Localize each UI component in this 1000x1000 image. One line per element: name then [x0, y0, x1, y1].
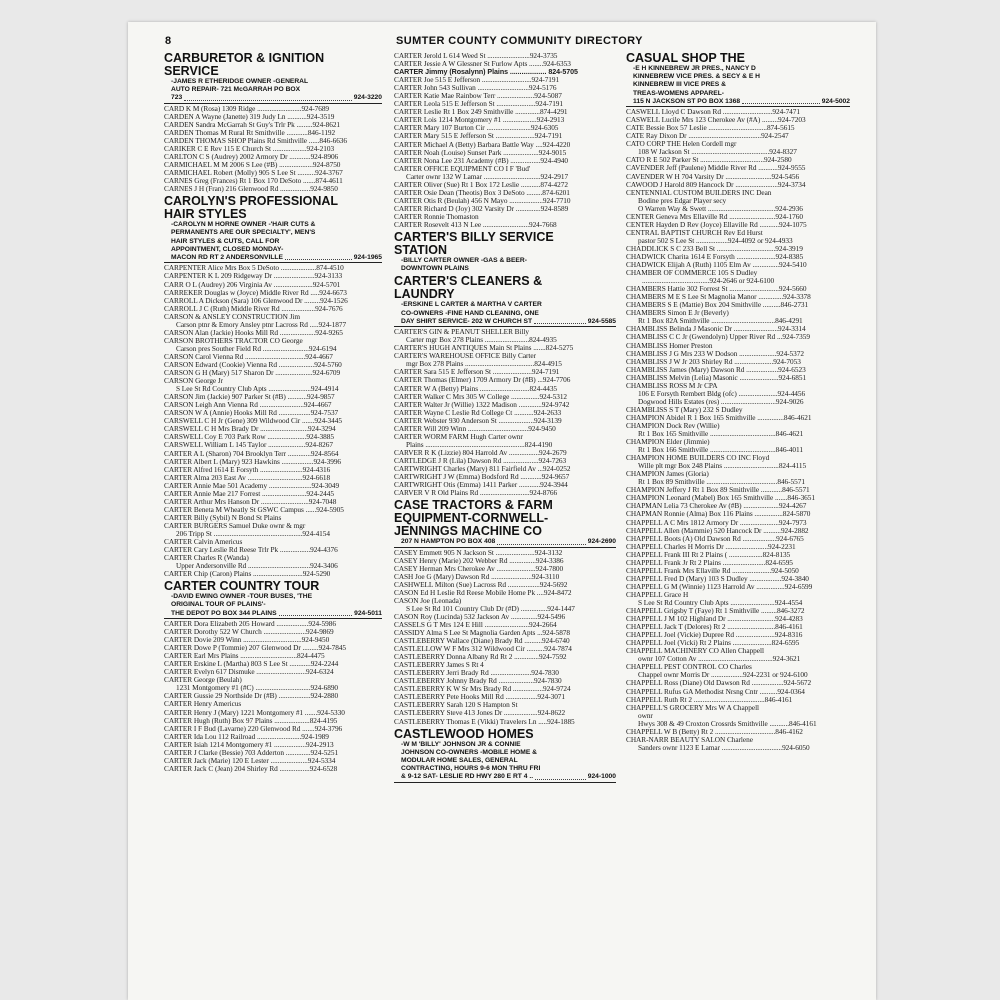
ad-address-line	[164, 94, 382, 103]
listing-line: CHADWICK Charita 1614 E Forsyth ......................924-8385	[626, 252, 804, 261]
listing-line: CARTER W A (Betty) Plains ............................824-4435	[394, 384, 558, 393]
listing-line: CARTER J Clarke (Bessie) 703 Adderton ..............924-5251	[164, 748, 339, 757]
listing-line: CARDEN Thomas M Rural Rt Smithville ............846-1192	[164, 128, 336, 137]
listing-line: Carson ptnr & Emory Ansley ptnr Lacross Rd .....924-1877	[176, 320, 347, 329]
listing-line: CHADDLICK S C 233 Bell St .................................924-3919	[626, 244, 803, 253]
dot-leader	[279, 610, 353, 616]
listing-line: CHAPPELL Boots (A) Old Dawson Rd ...................924-6765	[626, 534, 804, 543]
listing-line: CATO CORP THE Helen Cordell mgr	[626, 140, 737, 149]
listing-line: CHAPPELL W B (Betty) Rt 2 ..................................846-4162	[626, 727, 803, 736]
listing-line: CARTER Arthur Mrs Hanson Dr ...........................924-7048	[164, 497, 337, 506]
listing-line: Chappel ownr Morris Dr ..................924-2231 or 924-6100	[638, 671, 808, 680]
listing-line: ownr 107 Cotton Av ..........................................924-3621	[638, 655, 801, 664]
listing-line: CARTER Erskine L (Martha) 803 S Lee St ............924-2244	[164, 660, 339, 669]
listing-line: CARSON Edward (Cookie) Vienna Rd ....................924-5760	[164, 360, 342, 369]
dot-leader	[497, 538, 585, 544]
listing-line: CATE Bessie Box 57 Leslie .................................874-5615	[626, 124, 795, 133]
ad-heading: LAUNDRY	[394, 288, 455, 302]
ad-heading: HAIR STYLES	[164, 208, 247, 222]
listing-line: CARDEN A Wayne (Janette) 319 Judy Ln ...........924-3519	[164, 112, 335, 121]
ad-address: 723	[171, 94, 183, 102]
listing-line: CHAPPELL Frank III Rt 2 Plains ( ...................824-8135	[626, 550, 791, 559]
listing-line: CARTER'S WAREHOUSE OFFICE Billy Carter	[394, 352, 536, 361]
listing-line: CARTER Sara 515 E Jefferson St ......................924-7191	[394, 368, 560, 377]
listing-line: CARTER Walker C Mrs 305 W College ................924-5312	[394, 392, 568, 401]
listing-line: CARTER'S GIN & PEANUT SHELLER Billy	[394, 328, 530, 337]
ad-description: -JAMES R ETHERIDGE OWNER -GENERAL	[171, 78, 309, 85]
listing-line: CARVER R K (Lizzie) 804 Harrold Av .................924-2679	[394, 448, 567, 457]
directory-column-3	[626, 52, 850, 752]
ad-description: HAIR STYLES & CUTS, CALL FOR	[171, 237, 280, 245]
listing-line: 108 W Jackson St ............................................924-8327	[638, 148, 797, 157]
listing-line: CARTER Mary 515 E Jefferson St ......................924-7191	[394, 132, 563, 141]
listing-line: CARTER Beneta M Wheatly St GSWC Campus ......924-5905	[164, 505, 344, 514]
directory-column-2	[394, 52, 616, 784]
listing-line: O Warren Way & Swett ......................................924-2936	[638, 204, 803, 213]
listing-line: CARTER Albert L (Mary) 923 Hawkins ..................924-3996	[164, 457, 342, 466]
listing-line: CARNES Greg (Frances) Rt 1 Box 170 DeSoto .......874-4611	[164, 177, 343, 186]
listing-line: CARTER Alma 203 East Av ...............................924-6618	[164, 473, 331, 482]
listing-line: CASON Ed H Leslie Rd Reese Mobile Home Pk ....924-8472	[394, 588, 572, 597]
listing-line: CARVER V R Old Plains Rd ............................924-8766	[394, 489, 558, 498]
listing-line: CHAPPELL PEST CONTROL CO Charles	[626, 663, 752, 672]
listing-line: CARTER Earl Mrs Plains ................................824-4475	[164, 652, 325, 661]
listing-line: CARTER Dovie 209 Winn .................................924-9450	[164, 636, 330, 645]
ad-heading: STATION	[394, 244, 448, 258]
listing-line: CARTER Otis R (Beulah) 456 N Mayo ...................924-7710	[394, 196, 571, 205]
ad-heading: CASUAL SHOP THE	[626, 52, 746, 65]
listing-line: ......................................924-2646 or 924-6100	[642, 277, 775, 286]
listing-line: CASTLELLOW W F Mrs 312 Wildwood Cir ..........924-7874	[394, 645, 572, 654]
listing-line: CAWOOD J Harold 809 Hancock Dr ........................924-3734	[626, 180, 806, 189]
listing-line: CAVENDER Jeff (Paulene) Middle River Rd ...........924-9555	[626, 164, 806, 173]
listing-line: CARTER Hugh (Ruth) Box 97 Plains ....................824-4195	[164, 716, 338, 725]
listing-line: CARTER Walter Jr (Willie) 1322 Madison .............924-9742	[394, 400, 570, 409]
listing-line: CHAMBLISS Belinda J Masonic Dr .........................924-3314	[626, 325, 806, 334]
ad-heading: CARTER'S BILLY SERVICE	[394, 231, 554, 245]
listing-line: CARTWRIGHT J W (Emma) Bodsford Rd ............924-9657	[394, 473, 570, 482]
listing-line: CARTER Alfred 1614 E Forsyth ........................924-4316	[164, 465, 331, 474]
listing-line: CARTER Lois 1214 Montgomery #1 ...................924-2913	[394, 116, 565, 125]
ad-address-line	[164, 610, 382, 619]
listing-line: CHAPPELL Grigsby T (Faye) Rt 1 Smithville .........846-3272	[626, 607, 805, 616]
listing-line: CHAMBERS M E S Lee St Magnolia Manor ..............924-3378	[626, 293, 811, 302]
listing-line: CHAMBER OF COMMERCE 105 S Dudley	[626, 269, 758, 278]
ad-heading: CAROLYN'S PROFESSIONAL	[164, 195, 339, 209]
listing-line: CARSON & ANSLEY CONSTRUCTION Jim	[164, 312, 300, 321]
ad-phone: 924-5585	[587, 317, 616, 325]
listing-line: CHAPPELL Frank Mrs Ellaville Rd ......................924-5050	[626, 566, 799, 575]
listing-line: CARDEN Sandra McGarrah St Guy's Trlr Pk .........924-8621	[164, 120, 341, 129]
listing-line: CARSON Alan (Jackie) Hooks Mill Rd ....................924-9265	[164, 328, 343, 337]
listing-line: Plains ........................................................824-4190	[406, 440, 553, 449]
listing-line: CARSON BROTHERS TRACTOR CO George	[164, 336, 303, 345]
listing-line: CHAMPION Dock Rev (Willie)	[626, 421, 720, 430]
listing-line: CARTER Richard D (Joy) 302 Varsity Dr ..............924-8589	[394, 204, 569, 213]
dot-leader	[535, 773, 586, 779]
listing-line: Rt 1 Box 89 Smithville ........................................846-5571	[638, 478, 805, 487]
listing-line: CASSIDY Alma S Lee St Magnolia Garden Apts ...924-5878	[394, 629, 570, 638]
listing-line: CARTER Charles R (Wanda)	[164, 554, 249, 563]
listing-line: CHAMBLISS Melvin (Lelia) Masonic ......................924-6851	[626, 373, 807, 382]
listing-line: CHAR-NARR BEAUTY SALON Charlene	[626, 735, 753, 744]
listing-line: ownr	[638, 711, 653, 720]
listing-line: CHAMPION Jeffery J Rt 1 Box 89 Smithville ............846-5571	[626, 486, 810, 495]
listing-line: CARTER Jessie A W Glessner St Furlow Apts ........924-6353	[394, 60, 571, 69]
listing-line: CATE Ray Dixon Dr .........................................924-2547	[626, 132, 789, 141]
listing-line: CARTER Dorothy 522 W Church ........................924-9869	[164, 628, 334, 637]
listing-line: Rt 1 Box 82A Smithville ....................................846-4291	[638, 317, 803, 326]
ad-description: AUTO REPAIR- 721 McGARRAH PO BOX	[171, 86, 301, 94]
ad-heading: EQUIPMENT-CORNWELL-	[394, 512, 549, 526]
listing-line: CASH Joe G (Mary) Dawson Rd .......................924-3110	[394, 572, 560, 581]
listing-line: CHAMBLISS ROSS M Jr CPA	[626, 381, 718, 390]
listing-line: CARPENTER K L 209 Ridgeway Dr .......................924-3133	[164, 272, 343, 281]
listing-line: CARNES J H (Fran) 216 Glenwood Rd .................924-9850	[164, 185, 338, 194]
listing-line: CASTLEBERRY Steve 413 Jones Dr ...................924-8622	[394, 709, 566, 718]
listing-line: CARTER Ronnie Thomaston	[394, 212, 479, 221]
listing-line: CARROLL A Dickson (Sara) 106 Glenwood Dr .........924-1526	[164, 296, 348, 305]
ad-phone: 924-5011	[354, 609, 382, 617]
listing-line: CARTER Dowe P (Tommie) 207 Glenwood Dr .........924-7845	[164, 644, 347, 653]
ad-description: KINNEBREW III VICE PRES &	[633, 81, 726, 89]
listing-line: Hwys 308 & 49 Croxton Crossrds Smithville ...........846-4161	[638, 719, 817, 728]
ad-description: TREAS-WOMENS APPAREL-	[633, 89, 725, 97]
ad-address: DAY SHIRT SERVICE- 202 W CHURCH ST	[401, 317, 533, 325]
listing-line: CARSON Jim (Jackie) 907 Parker St (#B) ...........924-9857	[164, 393, 335, 402]
ad-heading: JENNINGS MACHINE CO	[394, 525, 542, 539]
listing-line: CATO R E 502 Parker St ....................................924-2580	[626, 156, 792, 165]
ad-address-line	[394, 538, 616, 547]
listing-line: CARTER'S HUGH ANTIQUES Main St Plains .......824-5275	[394, 344, 574, 353]
ad-phone: 924-2690	[587, 538, 616, 546]
listing-line: CHAPPELL Jack T (Delores) Rt 2 ...........................846-4161	[626, 623, 803, 632]
listing-line: CASON Joe (Leonada)	[394, 596, 462, 605]
listing-line: Carter ownr 132 W Lamar ................................924-2917	[406, 172, 569, 181]
listing-line: CASTLEBERRY K W Sr Mrs Brady Rd .................924-9724	[394, 685, 571, 694]
listing-line: CHAMBLISS James (Mary) Dawson Rd ..................924-6523	[626, 365, 806, 374]
dot-leader	[285, 254, 352, 260]
listing-line: CASWELL Lucile Mrs 123 Cherokee Av (#A) .........924-7203	[626, 116, 806, 125]
listing-line: Carter mgr Box 278 Plains .........................824-4935	[406, 336, 557, 345]
ad-heading: CARBURETOR & IGNITION	[164, 52, 325, 65]
ad-heading: SERVICE	[164, 65, 219, 78]
listing-line: CASHWELL Milton (Sue) Lacross Rd ..................924-5692	[394, 580, 568, 589]
listing-line: CARTER WORM FARM Hugh Carter ownr	[394, 432, 523, 441]
listing-line: CARTER Ida Lou 112 Railroad .........................924-1989	[164, 732, 329, 741]
ad-address-line	[164, 254, 382, 263]
listing-line: CARTER OFFICE EQUIPMENT CO I F 'Bud'	[394, 164, 531, 173]
listing-line: CARMICHAEL M M 2006 S Lee (#B) ...................924-8750	[164, 161, 341, 170]
listing-line: S Lee St Rd Country Club Apts ........................924-4914	[176, 385, 339, 394]
listing-line: Bodine pres Edgar Player secy	[638, 196, 727, 205]
listing-line: CHAPPELL J M 102 Highland Dr ...........................924-4283	[626, 615, 803, 624]
listing-line: CENTER Hayden D Rev (Joyce) Ellaville Rd ...........924-1075	[626, 220, 807, 229]
listing-line: CHAMBERS Hattie 302 Forrest St ............................924-5660	[626, 285, 807, 294]
listing-line: CARTER Leslie Rt 1 Box 249 Smithville ..............874-4291	[394, 108, 568, 117]
listing-line: CARROLL J C (Ruth) Middle River Rd ...................924-7676	[164, 304, 343, 313]
listing-line: CHAMBLISS C C Jr (Gwendolyn) Upper River Rd ...924-7359	[626, 333, 810, 342]
listing-line: CASON Roy (Lucinda) 532 Jackson Av ...............924-5496	[394, 612, 566, 621]
listing-line: CARTER Chip (Caron) Plains ............................924-5290	[164, 570, 331, 579]
listing-line: CHAPPELL'S GROCERY Mrs W A Chappell	[626, 703, 760, 712]
listing-line: S Lee St Rd 101 Country Club Dr (#D) ...............924-1447	[406, 604, 575, 613]
listing-line: 106 E Forsyth Rembert Bldg (ofc) ......................924-4456	[638, 389, 806, 398]
listing-line: CARSON George Jr	[164, 377, 224, 386]
listing-line: CARTER BURGERS Samuel Duke ownr & mgr	[164, 521, 306, 530]
ad-address: MACON RD RT 2 ANDERSONVILLE	[171, 254, 283, 262]
listing-line: CHAPPELL MACHINERY CO Allen Chappell	[626, 647, 764, 656]
listing-line: CARTER Evelyn 617 Dismuke ............................924-6324	[164, 668, 334, 677]
listing-line: CHAPMAN Ronnie (Alma) Box 116 Plains ................824-5870	[626, 510, 811, 519]
listing-line: CHAMBERS S E (Mattie) Box 204 Smithville ..........846-2731	[626, 301, 809, 310]
listing-line: CASEY Herman Mrs Cherokee Av ......................924-7800	[394, 564, 564, 573]
listing-line: CARTER Billy (Sybil) N Bond St Plains	[164, 513, 282, 522]
ad-description: -E H KINNEBREW JR PRES., NANCY D	[633, 65, 756, 72]
ad-description: -ERSKINE L CARTER & MARTHA V CARTER	[401, 301, 542, 309]
listing-line: CENTENNIAL CUSTOM BUILDERS INC Dean	[626, 188, 772, 197]
listing-line: CARTER Nona Lee 231 Academy (#B) .................924-4940	[394, 156, 568, 165]
ad-heading: CASE TRACTORS & FARM	[394, 499, 553, 513]
page-number: 8	[165, 35, 172, 47]
listing-line: CHAPPELL Rufus GA Methodist Nrsng Cntr ..........924-0364	[626, 687, 805, 696]
ad-description: -CAROLYN M HORNE OWNER -'HAIR CUTS &	[171, 221, 316, 229]
ad-address: & 9-12 SAT- LESLIE RD HWY 280 E RT 4 ..	[401, 773, 534, 781]
listing-line: mgr Box 278 Plains .......................................824-4915	[406, 360, 562, 369]
listing-line: CARDEN THOMAS SHOP Plains Rd Smithville ......846-6636	[164, 136, 347, 145]
listing-line: CHAMPION Leonard (Mabel) Box 165 Smithville .......846-3651	[626, 494, 815, 503]
listing-line: CARTER Webster 930 Anderson St ....................924-3139	[394, 416, 562, 425]
listing-line: CARTER Rosevelt 413 N Lee ..........................924-7668	[394, 220, 557, 229]
listing-line: CARTER Annie Mae 217 Forrest .........................924-2445	[164, 489, 334, 498]
listing-line: CARSON Leigh Ann Vienna Rd .........................924-4667	[164, 401, 332, 410]
ad-address-line	[394, 318, 616, 327]
listing-line: CARTER Henry Americus	[164, 700, 242, 709]
page-title: SUMTER COUNTY COMMUNITY DIRECTORY	[396, 35, 643, 47]
listing-line: CARTER Jerold L 614 Weed St ........................924-3735	[394, 52, 558, 60]
ad-description: -DAVID EWING OWNER -TOUR BUSES, 'THE	[171, 593, 313, 601]
listing-line: CENTER Geneva Mrs Ellaville Rd ..........................924-1760	[626, 212, 803, 221]
listing-line: Upper Andersonville Rd ...................................924-3406	[176, 562, 338, 571]
listing-line: CHAMBLISS J W Jr 203 Shirley Rd ......................924-7053	[626, 357, 801, 366]
listing-line: CARR O L (Audrey) 206 Virginia Av ......................924-5701	[164, 280, 341, 289]
ad-phone: 924-1000	[587, 773, 616, 781]
listing-line: CHAMPION Abidel R 1 Box 165 Smithville ...............846-4621	[626, 413, 812, 422]
listing-line: Rt 1 Box 165 Smithville .....................................846-4621	[638, 430, 804, 439]
listing-line: CAVENDER W H 704 Varsity Dr ..........................924-5456	[626, 172, 800, 181]
listing-line: CARLTON C S (Audrey) 2002 Armory Dr ............924-8906	[164, 153, 339, 162]
listing-line: CARSON G H (Mary) 517 Sharon Dr .....................924-6709	[164, 369, 341, 378]
listing-line: CARTER Jack C (Jean) 204 Shirley Rd .................924-6528	[164, 764, 338, 773]
listing-line: CARTER George (Beulah)	[164, 676, 242, 685]
listing-line: CARTER Michael A (Betty) Barbara Battle Way ....924-4220	[394, 140, 571, 149]
listing-line: CARTER Calvin Americus	[164, 538, 243, 547]
listing-line: 206 Tripp St ..................................................924-4154	[176, 529, 330, 538]
listing-line: CASTLEBERRY Sarah 120 S Hampton St	[394, 701, 518, 710]
listing-line: CASWELL Lloyd C Dawson Rd ............................924-7471	[626, 108, 800, 117]
listing-line: CARD K M (Rosa) 1309 Ridge .........................924-7689	[164, 104, 330, 113]
ad-description: -BILLY CARTER OWNER -GAS & BEER-	[401, 257, 527, 265]
listing-line: CHAPMAN Lelia 73 Cherokee Av (#B) ....................924-4267	[626, 502, 807, 511]
listing-line: CHAPPELL Joel (Vicki) Rt 2 Plains ......................824-6595	[626, 639, 800, 648]
listing-line: CHAPPELL Ruth Rt 2 ........................................846-4161	[626, 695, 793, 704]
listing-line: CHAPPELL Charles H Morris Dr ........................924-2231	[626, 542, 796, 551]
ad-description: DOWNTOWN PLAINS	[401, 265, 469, 273]
ad-address-line	[394, 773, 616, 782]
listing-line: Rt 1 Box 166 Smithville .....................................846-4011	[638, 446, 803, 455]
listing-line: CHAMPION James (Gloria)	[626, 470, 709, 479]
listing-line: CASTLEBERRY Pete Hooks Mill Rd ..................924-3071	[394, 693, 565, 702]
ad-description: CO-OWNERS -FINE HAND CLEANING, ONE	[401, 309, 539, 317]
listing-line: CASTLEBERRY Donna Albany Rd Rt 2 ..............924-7592	[394, 653, 567, 662]
listing-line: CARTER A L (Sharon) 704 Brooklyn Terr .............924-8564	[164, 449, 339, 458]
ad-heading: CASTLEWOOD HOMES	[394, 727, 534, 741]
ad-description: CONTRACTING, HOURS 9-6 MON THRU FRI	[401, 765, 541, 773]
ad-description: PERMANENTS ARE OUR SPECIALTY', MEN'S	[171, 229, 316, 237]
listing-line: Wille plt mgr Box 248 Plains ...............................824-4115	[638, 462, 807, 471]
listing-line: CARSON Carol Vienna Rd ..................................924-4667	[164, 352, 333, 361]
listing-line: CARTER Will 209 Winn ..................................924-9450	[394, 424, 556, 433]
listing-line: CARTER Dora Elizabeth 205 Howard ..................924-5986	[164, 620, 336, 629]
listing-line: Carson pres Souther Field Rd ..........................924-6194	[176, 344, 337, 353]
listing-line: CHAMBERS Simon E Jr (Beverly)	[626, 309, 729, 318]
ad-phone: 924-5002	[821, 97, 850, 105]
ad-address: THE DEPOT PO BOX 344 PLAINS	[171, 609, 277, 617]
ad-heading: CARTER COUNTRY TOUR	[164, 580, 320, 594]
listing-line: CARTER I F Bud (Lavarne) 220 Glenwood Rd .......924-3796	[164, 724, 343, 733]
listing-line: CARPENTER Alice Mrs Box 5 DeSoto ....................874-4510	[164, 264, 344, 273]
listing-line: CARTER Jack (Marie) 120 E Lester .....................924-5334	[164, 756, 336, 765]
listing-line: CHAMPION HOME BUILDERS CO INC Floyd	[626, 454, 770, 463]
listing-line: CASEY Henry (Marie) 202 Webber Rd ...............924-3386	[394, 556, 564, 565]
dot-leader	[534, 318, 586, 324]
ad-address: 207 N HAMPTON PO BOX 408	[401, 538, 496, 546]
directory-column-1	[164, 52, 382, 773]
listing-line: CENTRAL BAPTIST CHURCH Rev Ed Hurst	[626, 228, 763, 237]
listing-line: CHAMBLISS S T (Mary) 232 S Dudley	[626, 405, 743, 414]
listing-line: CASSELS G T Mrs 124 E Hill .........................924-2664	[394, 620, 557, 629]
listing-line: CHAPPELL Allen (Mammie) 520 Hancock Dr ..........924-2882	[626, 526, 809, 535]
listing-line: CARTER Gussie 29 Northside Dr (#B) ..................924-2880	[164, 692, 339, 701]
listing-line: CHAPPELL Ross (Diane) Old Dawson Rd ..................924-5672	[626, 679, 812, 688]
listing-line: CARSON W A (Annie) Hooks Mill Rd ..................924-7537	[164, 409, 339, 418]
listing-line: CARTER Cary Leslie Rd Reese Trlr Pk .................924-4376	[164, 546, 338, 555]
listing-line: S Lee St Rd Country Club Apts .........................924-4554	[638, 599, 803, 607]
listing-line: CARTER Joe 515 E Jefferson ............................924-7191	[394, 76, 560, 85]
dot-leader	[742, 98, 820, 104]
listing-line: CARTER Isiah 1214 Montgomery #1 ..................924-2913	[164, 740, 334, 749]
listing-line: CHAMBLISS Homer Preston	[626, 341, 713, 350]
listing-line: CARTER Thomas (Elmer) 1709 Armory Dr (#B) ...924-7706	[394, 376, 571, 385]
listing-line: CHAPPELL A C Mrs 1812 Armory Dr ......................924-7973	[626, 518, 807, 527]
listing-line: CHADWICK Elijah A (Ruth) 1105 Elm Av ...............924-5410	[626, 261, 807, 270]
ad-address: 115 N JACKSON ST PO BOX 1368	[633, 97, 741, 105]
listing-line: CARSWELL Coy E 703 Park Row ......................924-3885	[164, 433, 334, 442]
ad-heading: CARTER'S CLEANERS &	[394, 275, 543, 289]
ad-description: -W M 'BILLY' JOHNSON JR & CONNIE	[401, 740, 521, 748]
listing-line: CARTER Jimmy (Rosalynn) Plains ................... 824-5705	[394, 68, 578, 77]
listing-line: CARTER Wayne C Leslie Rd College Ct ...........924-2633	[394, 408, 562, 417]
listing-line: CHAPPELL G M (Winnie) 1123 Harrold Av ................924-6599	[626, 582, 813, 591]
listing-line: CARTWRIGHT Charles (Mary) 811 Fairfield Av ...924-0252	[394, 464, 571, 473]
listing-line: CASEY Emmett 905 N Jackson St ......................924-3132	[394, 548, 563, 557]
listing-line: CARSWELL C H Mrs Brady Dr ...........................924-3294	[164, 425, 336, 434]
ad-phone: 924-3220	[353, 94, 382, 102]
listing-line: Sanders ownr 1123 E Lamar ..................................924-6050	[638, 743, 810, 752]
listing-line: Dogwood Hills Estates (res) ...............................924-9026	[638, 397, 804, 406]
ad-description: JOHNSON CO-OWNERS -MOBILE HOME &	[401, 748, 537, 756]
ad-description: ORIGINAL TOUR OF PLAINS'-	[171, 601, 266, 609]
listing-line: CHAMPION Elder (Jimmie)	[626, 438, 710, 447]
ad-phone: 924-1965	[353, 254, 382, 262]
ad-description: KINNEBREW VICE PRES. & SECY & E H	[633, 73, 760, 81]
listing-line: CHAPPELL Joel (Vickie) Dupree Rd ......................924-8316	[626, 631, 803, 640]
listing-line: CASTLEBERRY Wallace (Diane) Brady Rd ..........924-6740	[394, 637, 570, 646]
listing-line: CARSWELL C H Jr (Gene) 309 Wildwood Cir .......924-3445	[164, 417, 342, 426]
listing-line: CARTER John 543 Sullivan .............................924-5176	[394, 84, 557, 93]
listing-line: CARTLEDGE J R (Lila) Dawson Rd ....................924-7263	[394, 456, 567, 465]
listing-line: CHAPPELL Fred D (Mary) 103 S Dudley ..................924-3840	[626, 574, 809, 583]
listing-line: CARIKER C E Rev 115 E Church St ...................924-2103	[164, 145, 335, 153]
dot-leader	[184, 94, 352, 100]
listing-line: 1231 Montgomery #1 (#C) ...............................924-6890	[176, 684, 339, 693]
listing-line: CARMICHAEL Robert (Molly) 905 S Lee St ..........924-3767	[164, 169, 343, 178]
listing-line: CARTER Oliver (Sue) Rt 1 Box 172 Leslie ...........874-4272	[394, 180, 568, 189]
listing-line: CASTLEBERRY James S Rt 4	[394, 661, 484, 670]
listing-line: CARSWELL William L 145 Taylor .....................924-8267	[164, 441, 333, 450]
listing-line: CARTER Katie Mae Rainbow Terr .....................924-5087	[394, 92, 562, 101]
ad-description: APPOINTMENT, CLOSED MONDAY-	[171, 245, 284, 253]
listing-line: CASTLEBERRY Jerri Brady Rd .......................924-7830	[394, 669, 559, 678]
directory-page	[128, 22, 876, 1000]
listing-line: CASTLEBERRY Thomas E (Vikki) Travelers Ln .....924-1885	[394, 717, 575, 726]
listing-line: CHAMBLISS J G Mrs 233 W Dodson .....................924-5372	[626, 349, 804, 358]
ad-address-line	[626, 98, 850, 107]
listing-line: CARTER Noah (Louise) Sunset Park ....................924-9015	[394, 148, 567, 157]
listing-line: CARREKER Douglas w (Joyce) Middle River Rd .....924-6673	[164, 288, 347, 297]
listing-line: CASTLEBERRY Johnny Brady Rd ....................924-7830	[394, 677, 562, 686]
listing-line: pastor 502 S Lee St ..................924-4092 or 924-4933	[638, 236, 793, 245]
listing-line: CARTER Osie Dean (Theotis) Box 3 DeSoto .........874-6201	[394, 188, 570, 197]
listing-line: CARTER Annie Mae 501 Academy ........................924-3049	[164, 481, 340, 490]
listing-line: CARTER Mary 107 Burton Cir .........................924-6305	[394, 124, 559, 133]
listing-line: CARTER Leola 515 E Jefferson St ......................924-7191	[394, 100, 564, 109]
ad-description: MODULAR HOME SALES, GENERAL	[401, 756, 518, 764]
listing-line: CHAPPELL Frank Jr Rt 2 Plains ........................824-6595	[626, 558, 793, 567]
listing-line: CARTWRIGHT Otis (Emma) 1411 Parker ............924-3944	[394, 481, 568, 490]
listing-line: CARTER Henry J (Mary) 1221 Montgomery #1 .......924-5330	[164, 708, 345, 717]
listing-line: CHAPPELL Grace H	[626, 590, 689, 599]
